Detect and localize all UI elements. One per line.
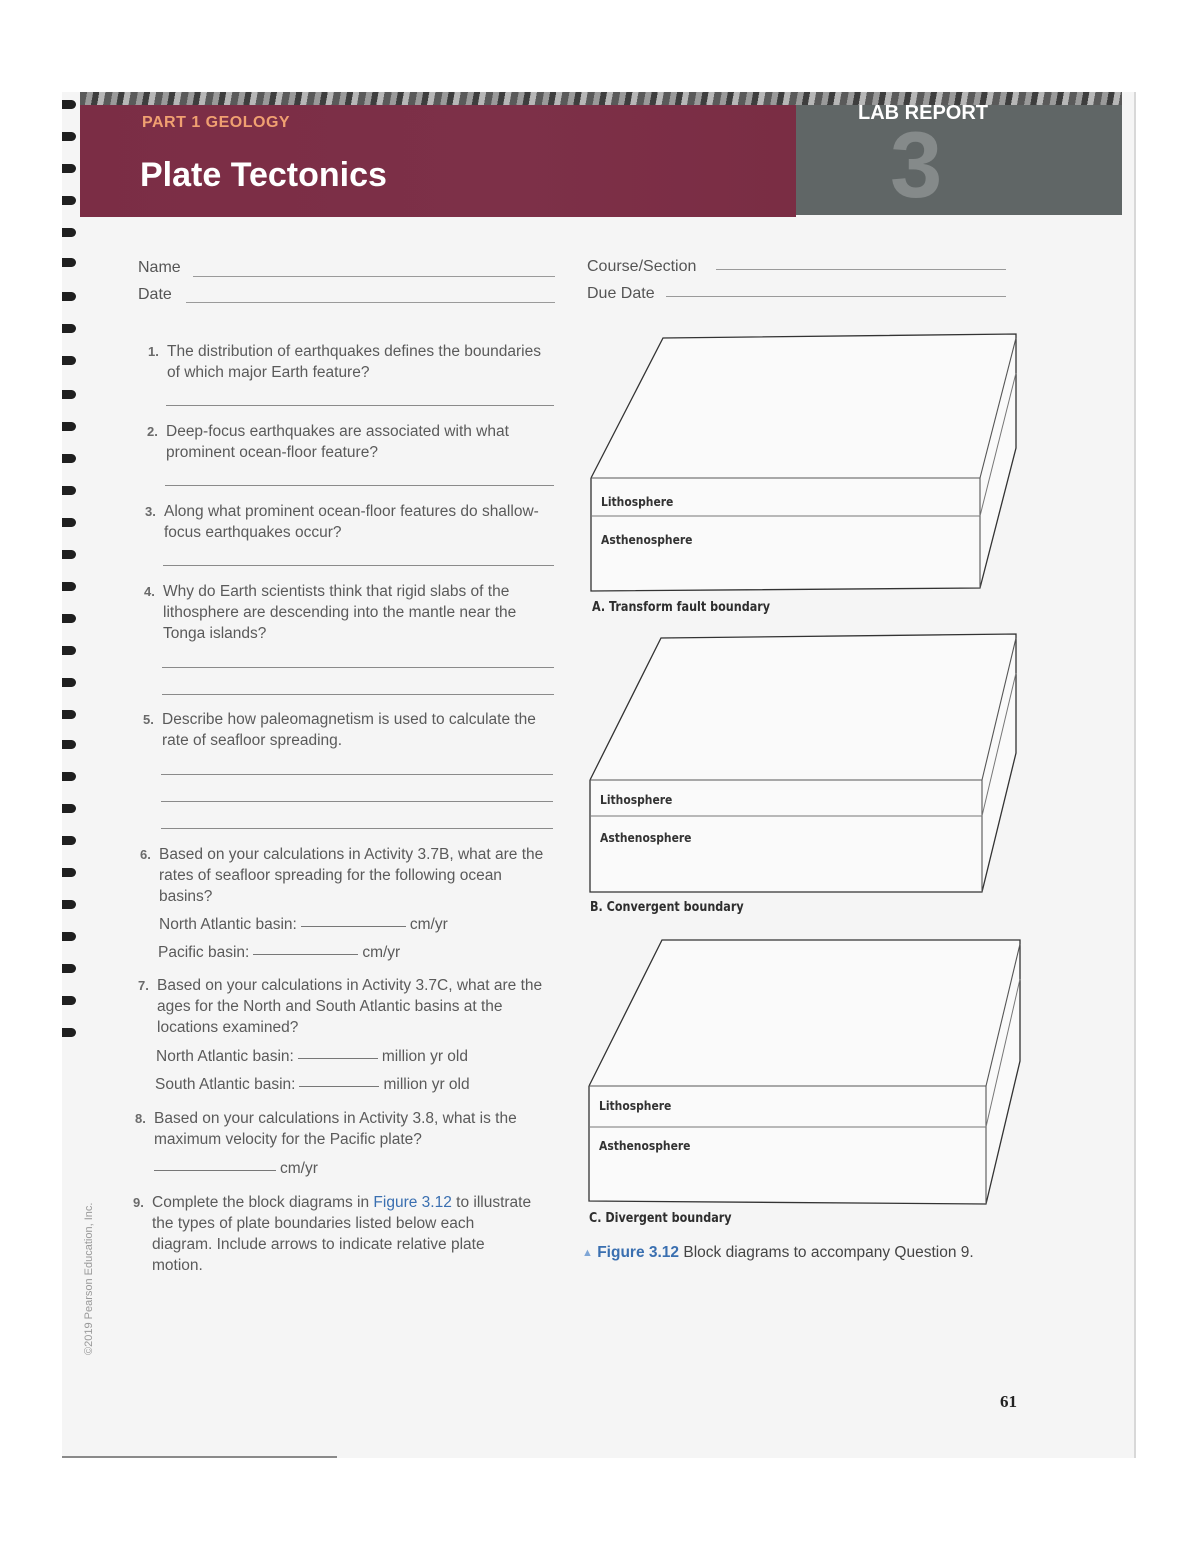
course-field[interactable] <box>716 269 1006 270</box>
answer-6a-blank[interactable] <box>301 926 406 927</box>
diagram-b-asthenosphere: Asthenosphere <box>600 830 692 845</box>
answer-4-line-2[interactable] <box>162 694 554 695</box>
question-1-text: The distribution of earthquakes defines the boundaries of which major Earth feature? <box>167 343 541 381</box>
question-8-text: Based on your calculations in Activity 3.8, what is the maximum velocity for the Pacific plate? <box>154 1110 517 1148</box>
triangle-icon: ▲ <box>582 1247 593 1259</box>
answer-3-line[interactable] <box>163 565 554 566</box>
course-label: Course/Section <box>587 258 697 275</box>
copyright-notice: ©2019 Pearson Education, Inc. <box>83 1202 95 1355</box>
due-date-field[interactable] <box>666 296 1006 297</box>
lab-report-label: LAB REPORT <box>858 102 988 124</box>
answer-7b-blank[interactable] <box>299 1086 379 1087</box>
answer-5-line-2[interactable] <box>161 801 553 802</box>
question-1: 1. The distribution of earthquakes defines the boundaries of which major Earth feature? <box>148 343 541 381</box>
question-2-text: Deep-focus earthquakes are associated with what prominent ocean-floor feature? <box>166 423 509 461</box>
lab-number: 3 <box>890 112 943 217</box>
part-label: PART 1 GEOLOGY <box>142 114 291 131</box>
question-8-answer: cm/yr <box>154 1158 454 1179</box>
date-label: Date <box>138 286 172 303</box>
diagram-a-caption: A. Transform fault boundary <box>592 600 771 615</box>
figure-caption-text: Block diagrams to accompany Question 9. <box>683 1244 974 1261</box>
name-field[interactable] <box>193 276 555 277</box>
question-5: 5. Describe how paleomagnetism is used to calculate the rate of seafloor spreading. <box>143 711 536 749</box>
block-diagram-b[interactable] <box>589 633 1019 900</box>
answer-4-line-1[interactable] <box>162 667 554 668</box>
page-edge <box>62 1456 337 1458</box>
question-2: 2. Deep-focus earthquakes are associated with what prominent ocean-floor feature? <box>147 423 509 461</box>
question-3: 3. Along what prominent ocean-floor features do shallow-focus earthquakes occur? <box>145 503 539 541</box>
figure-link[interactable]: Figure 3.12 <box>373 1194 452 1211</box>
diagram-c-caption: C. Divergent boundary <box>589 1211 732 1226</box>
question-3-text: Along what prominent ocean-floor features do shallow-focus earthquakes occur? <box>164 503 539 541</box>
question-7-north-atlantic: North Atlantic basin: million yr old <box>156 1048 468 1065</box>
question-7-text: Based on your calculations in Activity 3.7C, what are the ages for the North and South Atlantic basins at the locations examined? <box>157 977 543 1036</box>
question-6: 6. Based on your calculations in Activity 3.7B, what are the rates of seafloor spreading for the following ocean basins? <box>140 846 544 905</box>
block-diagram-c[interactable] <box>588 939 1022 1214</box>
question-6-text: Based on your calculations in Activity 3.7B, what are the rates of seafloor spreading for the following ocean basins? <box>159 846 544 905</box>
due-date-label: Due Date <box>587 285 655 302</box>
answer-1-line[interactable] <box>166 405 554 406</box>
page-title: Plate Tectonics <box>140 156 387 194</box>
question-7: 7. Based on your calculations in Activity 3.7C, what are the ages for the North and South Atlantic basins at the locations examined? <box>138 977 543 1036</box>
name-label: Name <box>138 259 181 276</box>
diagram-c-asthenosphere: Asthenosphere <box>599 1138 691 1153</box>
block-diagram-a[interactable] <box>590 333 1020 600</box>
question-5-text: Describe how paleomagnetism is used to calculate the rate of seafloor spreading. <box>162 711 536 749</box>
diagram-a-lithosphere: Lithosphere <box>601 494 674 509</box>
diagram-c-lithosphere: Lithosphere <box>599 1098 672 1113</box>
answer-8-blank[interactable] <box>154 1170 276 1171</box>
figure-caption <box>582 1244 974 1262</box>
answer-2-line[interactable] <box>165 485 554 486</box>
question-6-north-atlantic: North Atlantic basin: cm/yr <box>159 916 448 933</box>
answer-5-line-1[interactable] <box>161 774 553 775</box>
question-6-pacific: Pacific basin: cm/yr <box>158 944 401 961</box>
answer-5-line-3[interactable] <box>161 828 553 829</box>
diagram-a-asthenosphere: Asthenosphere <box>601 532 693 547</box>
diagram-b-caption: B. Convergent boundary <box>590 900 744 915</box>
spiral-binding <box>62 100 80 1110</box>
question-4: 4. Why do Earth scientists think that rigid slabs of the lithosphere are descending into the mantle near the Tonga islands? <box>144 583 517 642</box>
figure-caption-name: Figure 3.12 <box>597 1244 680 1261</box>
page-number: 61 <box>1000 1392 1017 1411</box>
answer-7a-blank[interactable] <box>298 1058 378 1059</box>
question-9: 9. Complete the block diagrams in Figure 3.12 to illustrate the types of plate boundaries listed below each diagram. Include arrows to indicate relative plate motion. <box>133 1194 532 1274</box>
answer-6b-blank[interactable] <box>253 954 358 955</box>
question-7-south-atlantic: South Atlantic basin: million yr old <box>155 1076 470 1093</box>
diagram-b-lithosphere: Lithosphere <box>600 792 673 807</box>
date-field[interactable] <box>186 302 555 303</box>
question-8: 8. Based on your calculations in Activity 3.8, what is the maximum velocity for the Pacific plate? <box>135 1110 517 1148</box>
question-4-text: Why do Earth scientists think that rigid slabs of the lithosphere are descending into the mantle near the Tonga islands? <box>163 583 517 642</box>
